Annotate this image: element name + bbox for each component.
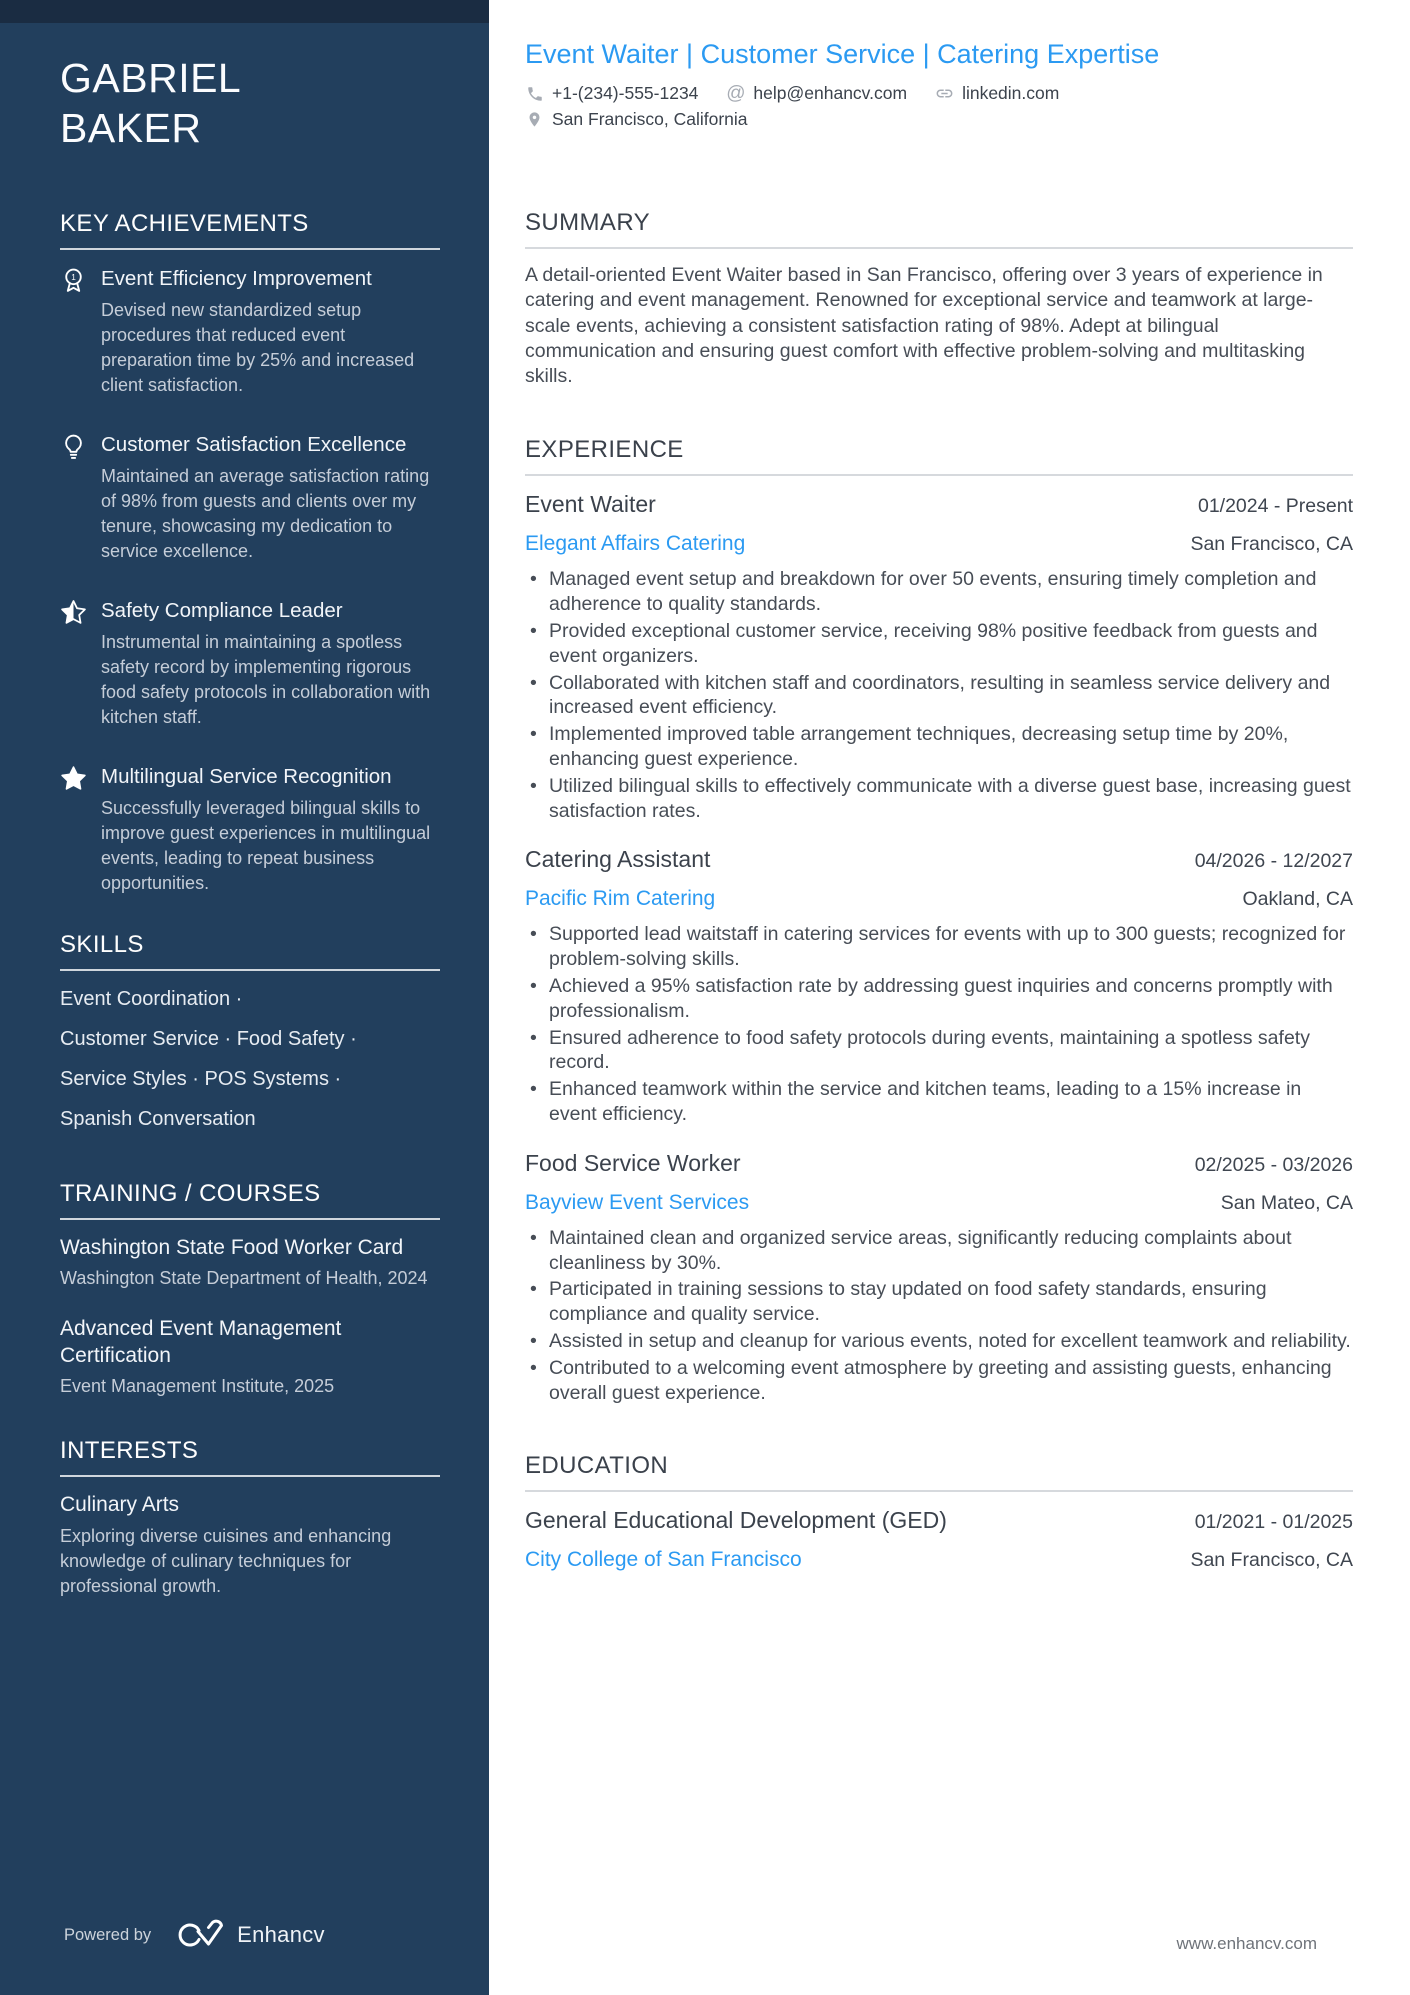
job-bullet: • Implemented improved table arrangement techniques, decreasing setup time by 20%, enhancing guest experience. bbox=[525, 722, 1353, 772]
course-item bbox=[60, 1315, 440, 1399]
interest-text: Exploring diverse cuisines and enhancing knowledge of culinary techniques for professional growth. bbox=[60, 1526, 392, 1596]
sidebar bbox=[0, 0, 489, 1995]
course-title: Washington State Food Worker Card bbox=[60, 1236, 404, 1259]
job-location: Oakland, CA bbox=[1242, 888, 1353, 911]
job-bullet: • Achieved a 95% satisfaction rate by addressing guest inquiries and concerns promptly with professionalism. bbox=[525, 974, 1353, 1024]
skills-heading: SKILLS bbox=[60, 931, 144, 958]
interest-title: Culinary Arts bbox=[60, 1493, 180, 1516]
section-rule bbox=[60, 969, 440, 971]
achievement-text: Successfully leveraged bilingual skills to improve guest experiences in multilingual events, leading to repeat business opportunities. bbox=[101, 798, 431, 893]
job-title: Event Waiter bbox=[525, 491, 656, 518]
achievement-item bbox=[60, 598, 440, 730]
interests-section bbox=[60, 1436, 440, 1599]
education-dates: 01/2021 - 01/2025 bbox=[1194, 1511, 1353, 1534]
job-dates: 04/2026 - 12/2027 bbox=[1194, 850, 1353, 873]
powered-by-label: Powered by bbox=[64, 1925, 152, 1944]
job-bullet: • Enhanced teamwork within the service and kitchen teams, leading to a 15% increase in event efficiency. bbox=[525, 1077, 1353, 1127]
school-location: San Francisco, CA bbox=[1190, 1549, 1353, 1572]
job-bullet: • Ensured adherence to food safety protocols during events, maintaining a spotless safety record. bbox=[525, 1026, 1353, 1076]
section-rule bbox=[525, 474, 1353, 476]
summary-heading: SUMMARY bbox=[525, 209, 651, 236]
job-bullet: • Supported lead waitstaff in catering services for events with up to 300 guests; recognized for problem-solving skills. bbox=[525, 922, 1353, 972]
job-bullet: • Provided exceptional customer service, receiving 98% positive feedback from guests and event organizers. bbox=[525, 619, 1353, 669]
experience-entry bbox=[525, 1149, 1353, 1406]
achievement-text: Devised new standardized setup procedures that reduced event preparation time by 25% and increased client satisfaction. bbox=[101, 300, 415, 395]
candidate-name bbox=[60, 53, 440, 153]
key-achievements-section bbox=[60, 209, 440, 896]
achievement-text: Instrumental in maintaining a spotless safety record by implementing rigorous food safety protocols in collaboration with kitchen staff. bbox=[101, 632, 431, 727]
training-section bbox=[60, 1179, 440, 1398]
course-organization: Washington State Department of Health, 2024 bbox=[60, 1268, 428, 1288]
school-name[interactable]: City College of San Francisco bbox=[525, 1548, 802, 1572]
section-rule bbox=[525, 247, 1353, 249]
section-rule bbox=[60, 1218, 440, 1220]
interests-heading: INTERESTS bbox=[60, 1437, 199, 1464]
achievement-item bbox=[60, 266, 440, 398]
enhancv-url[interactable]: www.enhancv.com bbox=[1176, 1934, 1317, 1953]
enhancv-wordmark: Enhancv bbox=[237, 1922, 325, 1947]
education-heading: EDUCATION bbox=[525, 1452, 669, 1480]
job-title: Catering Assistant bbox=[525, 846, 711, 873]
phone-contact bbox=[525, 83, 698, 104]
job-bullet: • Utilized bilingual skills to effectively communicate with a diverse guest base, increasing guest satisfaction rates. bbox=[525, 774, 1353, 824]
job-bullet: • Assisted in setup and cleanup for various events, noted for excellent teamwork and reliability. bbox=[525, 1329, 1353, 1354]
job-bullets bbox=[525, 567, 1353, 823]
education-entry bbox=[525, 1506, 1353, 1573]
enhancv-logo-icon bbox=[175, 1918, 227, 1952]
job-title: Food Service Worker bbox=[525, 1149, 741, 1176]
job-company[interactable]: Pacific Rim Catering bbox=[525, 887, 716, 911]
job-bullets bbox=[525, 1226, 1353, 1406]
summary-text: A detail-oriented Event Waiter based in San Francisco, offering over 3 years of experience in catering and event management. Renowned for exceptional service and teamwork at large-scale events, achieving a consistent satisfaction rating of 98%. Adept at bilingual communication and ensuring guest comfort with effective problem-solving and multitasking skills. bbox=[525, 264, 1323, 388]
job-bullet: • Maintained clean and organized service areas, significantly reducing complaints about cleanliness by 30%. bbox=[525, 1226, 1353, 1276]
skill-line: Spanish Conversation bbox=[60, 1108, 256, 1130]
job-dates: 02/2025 - 03/2026 bbox=[1194, 1153, 1353, 1176]
achievement-title: Safety Compliance Leader bbox=[101, 599, 343, 622]
location-text: San Francisco, California bbox=[552, 109, 748, 129]
section-rule bbox=[525, 1490, 1353, 1492]
training-heading: TRAINING / COURSES bbox=[60, 1180, 321, 1207]
achievement-item bbox=[60, 764, 440, 896]
achievement-item bbox=[60, 432, 440, 564]
experience-entry bbox=[525, 845, 1353, 1126]
job-company[interactable]: Bayview Event Services bbox=[525, 1190, 750, 1214]
email-address: help@enhancv.com bbox=[753, 83, 908, 103]
interest-item bbox=[60, 1491, 440, 1599]
candidate-last-name: BAKER bbox=[60, 105, 202, 151]
job-company[interactable]: Elegant Affairs Catering bbox=[525, 532, 746, 556]
candidate-first-name: GABRIEL bbox=[60, 55, 242, 101]
location-row bbox=[525, 109, 1353, 130]
resume-main-column bbox=[525, 0, 1353, 1573]
degree-title: General Educational Development (GED) bbox=[525, 1507, 947, 1534]
achievement-text: Maintained an average satisfaction rating of 98% from guests and clients over my tenure, showcasing my dedication to service excellence. bbox=[101, 466, 430, 561]
job-bullets bbox=[525, 922, 1353, 1126]
medal-icon bbox=[60, 266, 87, 398]
section-rule bbox=[60, 248, 440, 250]
location-pin-icon bbox=[525, 110, 544, 129]
course-organization: Event Management Institute, 2025 bbox=[60, 1375, 335, 1396]
half-star-icon bbox=[60, 598, 87, 730]
key-achievements-heading: KEY ACHIEVEMENTS bbox=[60, 210, 309, 237]
location-contact bbox=[525, 109, 748, 130]
section-rule bbox=[60, 1475, 440, 1477]
achievement-title: Multilingual Service Recognition bbox=[101, 765, 392, 788]
job-bullet: • Managed event setup and breakdown for over 50 events, ensuring timely completion and adherence to quality standards. bbox=[525, 567, 1353, 617]
job-bullet: • Contributed to a welcoming event atmosphere by greeting and assisting guests, enhancing overall guest experience. bbox=[525, 1356, 1353, 1406]
skills-list bbox=[60, 971, 440, 1139]
achievement-title: Customer Satisfaction Excellence bbox=[101, 433, 407, 456]
skills-section bbox=[60, 930, 440, 1139]
top-accent-strip bbox=[0, 0, 489, 23]
contact-row bbox=[525, 83, 1353, 104]
powered-by-footer bbox=[64, 1918, 325, 1952]
email-contact[interactable] bbox=[726, 83, 907, 104]
skill-line: Service Styles · POS Systems · bbox=[60, 1068, 342, 1090]
experience-heading: EXPERIENCE bbox=[525, 436, 684, 464]
headline: Event Waiter | Customer Service | Catering Expertise bbox=[525, 39, 1160, 69]
lightbulb-icon bbox=[60, 432, 87, 564]
job-bullet: • Participated in training sessions to stay updated on food safety standards, ensuring compliance and quality service. bbox=[525, 1277, 1353, 1327]
achievement-title: Event Efficiency Improvement bbox=[101, 267, 372, 290]
course-item bbox=[60, 1234, 440, 1291]
link-icon bbox=[935, 84, 954, 103]
experience-entry bbox=[525, 490, 1353, 823]
link-contact[interactable] bbox=[935, 83, 1059, 104]
job-location: San Mateo, CA bbox=[1220, 1191, 1353, 1214]
link-url: linkedin.com bbox=[962, 83, 1060, 103]
job-bullet: • Collaborated with kitchen staff and coordinators, resulting in seamless service delivery and increased event efficiency. bbox=[525, 671, 1353, 721]
star-icon bbox=[60, 764, 87, 896]
skill-line: Customer Service · Food Safety · bbox=[60, 1028, 357, 1050]
job-dates: 01/2024 - Present bbox=[1197, 495, 1353, 518]
phone-icon bbox=[525, 84, 544, 103]
enhancv-logo[interactable] bbox=[175, 1918, 325, 1952]
course-title: Advanced Event Management Certification bbox=[60, 1316, 342, 1367]
phone-number: +1-(234)-555-1234 bbox=[552, 83, 699, 103]
at-icon: @ bbox=[726, 83, 746, 104]
svg-text:1: 1 bbox=[71, 271, 76, 282]
skill-line: Event Coordination · bbox=[60, 988, 243, 1010]
job-location: San Francisco, CA bbox=[1190, 533, 1353, 556]
